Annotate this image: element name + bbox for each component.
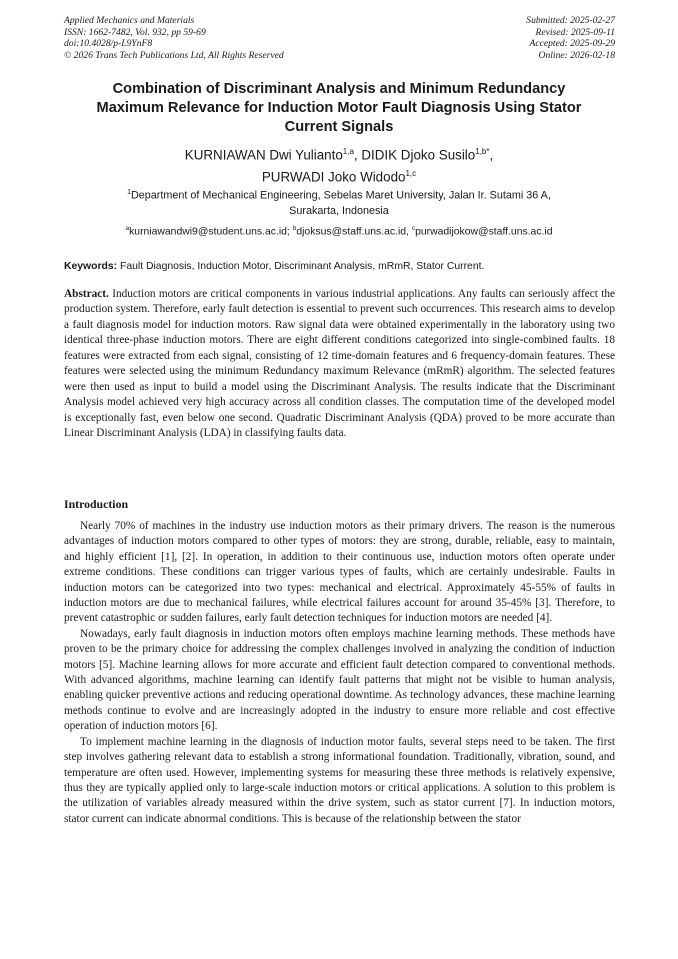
affiliation [60,185,618,219]
author-name: KURNIAWAN Dwi Yulianto [184,147,343,163]
abstract [64,287,615,442]
journal-doi[interactable]: doi:10.4028/p-L9YnF8 [64,38,153,50]
author-list [60,142,618,187]
publication-dates [526,15,615,61]
author-emails [40,222,638,239]
introduction-body [64,519,615,827]
keywords [64,260,615,274]
keywords-label: Keywords: [64,261,118,272]
section-heading: Introduction [64,497,129,511]
submitted-date: Submitted: 2025-02-27 [526,15,615,26]
abstract-label: Abstract. [64,288,109,300]
accepted-date: Accepted: 2025-09-29 [529,38,615,50]
author-separator: , [489,147,494,163]
title-line: Current Signals [284,119,394,135]
email-link[interactable]: djoksus@staff.uns.ac.id, [296,226,412,238]
affiliation-mark: 1 [127,189,131,196]
affiliation-text: Department of Mechanical Engineering, Sebelas Maret University, Jalan Ir. Sutami 36 A, [131,189,551,202]
revised-date: Revised: 2025-09-11 [535,26,615,38]
author-name: DIDIK Djoko Susilo [361,147,476,163]
email-mark: a [125,225,130,232]
body-paragraph: Nowadays, early fault diagnosis in induction motors often employs machine learning methods. These methods have proven to be the primary choice for addressing the complex challenges involved in analyzing the condition of induction motors [5]. Machine learning allows for more accurate and efficient fault detection compared to conventional methods. With advanced algorithms, machine learning can identify fault patterns that might not be visible to human analysis, enabling quicker preventive actions and reducing operational downtime. As technology advances, these machine learning methods continue to evolve and are increasingly adopted in the industry to ensure more reliable and cost effective operation of induction motors [6]. [64,627,615,733]
title-line: Maximum Relevance for Induction Motor Fault Diagnosis Using Stator [96,100,582,116]
author-affiliation-mark: 1,c [405,169,417,179]
paper-title [60,80,618,137]
author-name: PURWADI Joko Widodo [261,169,406,185]
author-line [60,164,618,186]
email-mark: c [411,225,416,232]
keywords-text: Fault Diagnosis, Induction Motor, Discriminant Analysis, mRmR, Stator Current. [117,261,485,272]
body-paragraph: To implement machine learning in the diagnosis of induction motor faults, several steps need to be taken. The first step involves gathering relevant data to establish a strong informational foundation. Traditionally, vibration, sound, and temperature are often used. However, implementing systems for measuring these three methods is relatively expensive, thus they are typically applied only to large-scale induction motors or critical applications. A solution to this problem is the utilization of variables already measured within the drive system, such as stator current [7]. In induction motors, stator current can indicate abnormal conditions. This is because of the relationship between the stator [64,735,615,825]
body-paragraph: Nearly 70% of machines in the industry use induction motors as their primary drivers. The reason is the numerous advantages of induction motors compared to other types of motors: they are strong, durable, reliable, easy to maintain, and highly efficient [1], [2]. In operation, in addition to their continuous use, induction motors often operate under extreme conditions. These conditions can trigger various types of faults, which are certainly undesirable. Faults in induction motors can be categorized into two types: mechanical and electrical. Approximately 45-55% of faults in induction motors are due to mechanical failures, while electrical failures account for around 35-45% [3]. Therefore, to prevent catastrophic or sudden failures, early fault detection techniques for induction motors are needed [4]. [64,520,615,625]
email-link[interactable]: kurniawandwi9@student.uns.ac.id; [129,226,293,238]
affiliation-line: Surakarta, Indonesia [289,204,389,217]
journal-name: Applied Mechanics and Materials [64,15,195,26]
abstract-text: Induction motors are critical components in various industrial applications. Any faults can seriously affect the production system. Therefore, early fault detection is essential to prevent such occurrences. This research aims to develop a fault diagnosis model for induction motors. Raw signal data were obtained experimentally in the laboratory using two identical three-phase induction motors. There are eight different conditions categorized into single-combined faults. 18 features were extracted from each signal, consisting of 12 time-domain features and 6 frequency-domain features. These features were selected using the minimum Redundancy maximum Relevance (mRmR) algorithm. The selected features were then used as input to build a model using the Discriminant Analysis. The results indicate that the Discriminant Analysis model achieved very high accuracy across all condition classes. The computation time of the developed model is exceptionally fast, even below one second. Quadratic Discriminant Analysis (QDA) proved to be more accurate than Linear Discriminant Analysis (LDA) in classifying faults data. [64,288,615,440]
online-date: Online: 2026-02-18 [538,49,615,61]
journal-copyright: © 2026 Trans Tech Publications Ltd, All Rights Reserved [64,49,284,61]
email-link[interactable]: purwadijokow@staff.uns.ac.id [415,226,553,238]
journal-info [64,15,284,61]
affiliation-line [60,185,618,204]
author-separator: , [353,147,362,163]
author-affiliation-mark: 1,a [342,147,354,156]
journal-issn: ISSN: 1662-7482, Vol. 932, pp 59-69 [64,26,206,38]
author-line [60,142,618,164]
title-line: Combination of Discriminant Analysis and Minimum Redundancy [112,81,566,97]
email-mark: b [292,225,297,232]
author-affiliation-mark: 1,b* [475,147,490,156]
